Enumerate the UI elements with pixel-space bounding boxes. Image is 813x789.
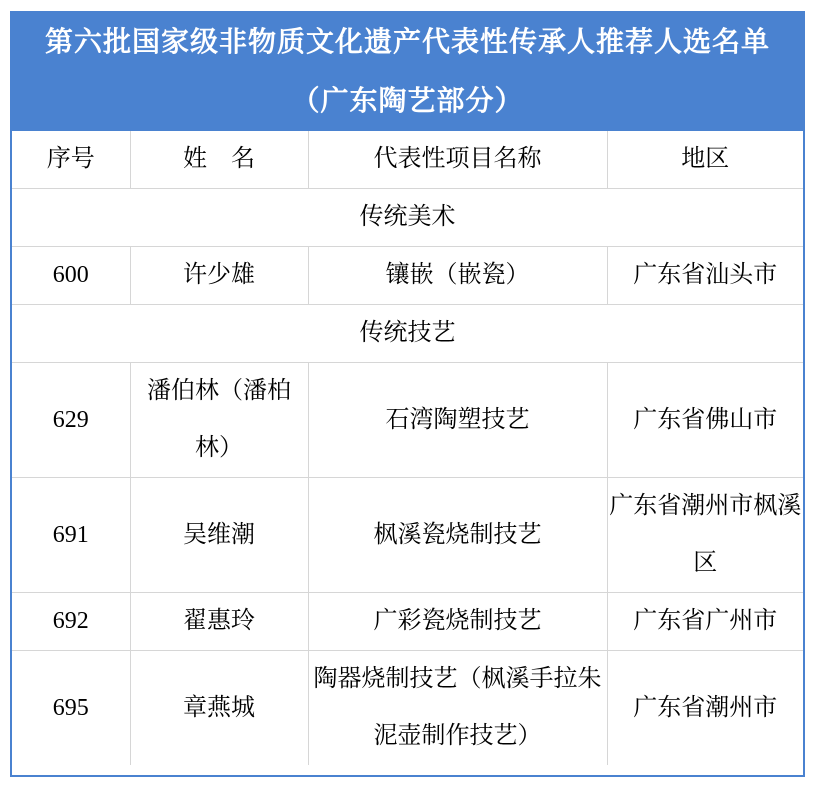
heritage-inheritor-table — [12, 131, 803, 765]
category-row-traditional-fine-arts — [12, 189, 803, 247]
cell-project: 广彩瓷烧制技艺 — [308, 593, 607, 651]
header-cell-name: 姓 名 — [130, 131, 308, 189]
cell-number: 629 — [12, 363, 130, 478]
cell-name: 许少雄 — [130, 247, 308, 305]
category-label: 传统美术 — [12, 189, 803, 247]
table-row-695 — [12, 651, 803, 766]
cell-name: 章燕城 — [130, 651, 308, 766]
header-cell-project: 代表性项目名称 — [308, 131, 607, 189]
cell-region: 广东省佛山市 — [607, 363, 803, 478]
document-title-banner — [12, 13, 803, 131]
table-row-629 — [12, 363, 803, 478]
cell-region: 广东省广州市 — [607, 593, 803, 651]
document-page — [10, 11, 805, 777]
cell-region: 广东省潮州市枫溪区 — [607, 478, 803, 593]
header-cell-number: 序号 — [12, 131, 130, 189]
document-title-line-2: （广东陶艺部分） — [291, 86, 524, 117]
header-cell-region: 地区 — [607, 131, 803, 189]
category-label: 传统技艺 — [12, 305, 803, 363]
table-row-692 — [12, 593, 803, 651]
table-row-600 — [12, 247, 803, 305]
cell-project: 陶器烧制技艺（枫溪手拉朱泥壶制作技艺） — [308, 651, 607, 766]
cell-project: 石湾陶塑技艺 — [308, 363, 607, 478]
cell-name: 翟惠玲 — [130, 593, 308, 651]
cell-region: 广东省汕头市 — [607, 247, 803, 305]
cell-project: 枫溪瓷烧制技艺 — [308, 478, 607, 593]
table-row-691 — [12, 478, 803, 593]
cell-project: 镶嵌（嵌瓷） — [308, 247, 607, 305]
cell-number: 691 — [12, 478, 130, 593]
cell-name: 吴维潮 — [130, 478, 308, 593]
document-title-line-1: 第六批国家级非物质文化遗产代表性传承人推荐人选名单 — [44, 27, 770, 58]
cell-name: 潘伯林（潘柏林） — [130, 363, 308, 478]
table-header-row — [12, 131, 803, 189]
cell-number: 692 — [12, 593, 130, 651]
category-row-traditional-craftsmanship — [12, 305, 803, 363]
cell-number: 600 — [12, 247, 130, 305]
cell-region: 广东省潮州市 — [607, 651, 803, 766]
cell-number: 695 — [12, 651, 130, 766]
